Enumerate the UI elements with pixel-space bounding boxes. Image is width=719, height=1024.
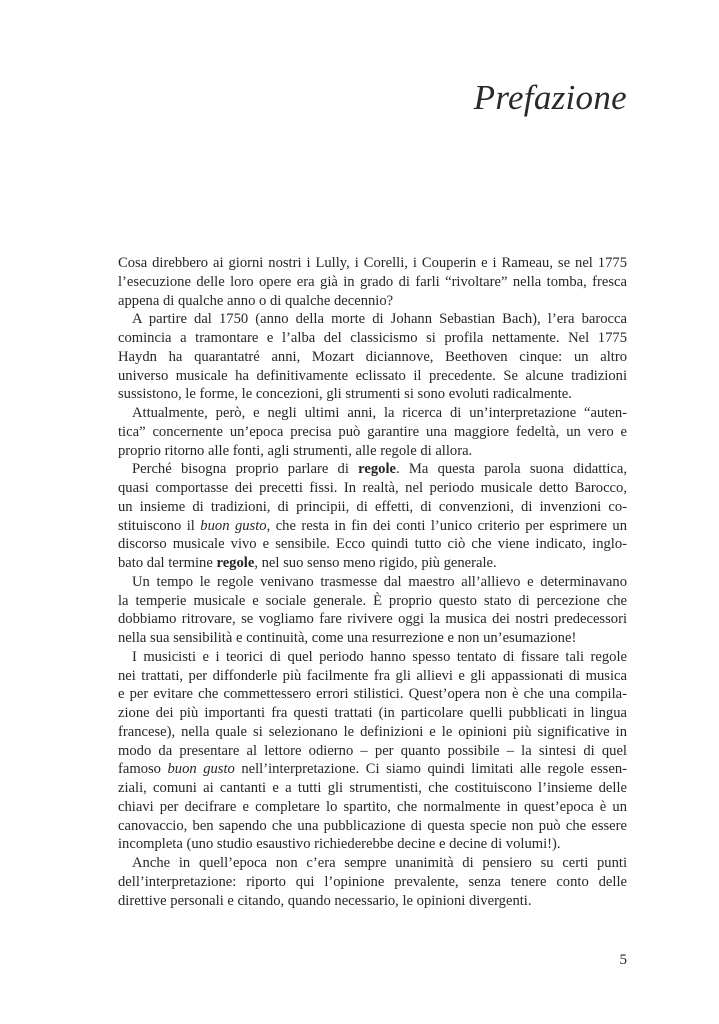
- preface-body: [118, 254, 627, 910]
- text-line: [118, 554, 627, 573]
- text-segment: discorso musicale vivo e sensibile. Ecco quindi tutto ciò che viene indicato, inglo-: [118, 536, 627, 553]
- text-line: [118, 835, 627, 854]
- text-segment: francese), nella quale si selezionano le definizioni e le opinioni più significative in: [118, 723, 627, 740]
- text-segment: direttive personali e citando, quando necessario, le opinioni divergenti.: [118, 892, 532, 909]
- text-line: [118, 667, 627, 686]
- text-segment: dell’interpretazione: riporto qui l’opinione prevalente, senza tenere conto delle: [118, 873, 627, 890]
- text-line: [118, 535, 627, 554]
- text-line: [118, 348, 627, 367]
- text-segment: Haydn ha quarantatré anni, Mozart diciannove, Beethoven cinque: un altro: [118, 348, 627, 365]
- text-line: [118, 329, 627, 348]
- text-line: [118, 573, 627, 592]
- text-line: [118, 498, 627, 517]
- paragraph: [118, 460, 627, 573]
- text-line: [118, 779, 627, 798]
- text-segment: appena di qualche anno o di qualche decennio?: [118, 292, 394, 309]
- text-segment: l’esecuzione delle loro opere era già in grado di farli “rivoltare” nella tomba, fresca: [118, 273, 627, 290]
- text-segment: incompleta (uno studio esaustivo richiederebbe decine e decine di volumi!).: [118, 836, 561, 853]
- text-segment: quasi comportasse dei precetti fissi. In realtà, nel periodo musicale detto Barocco,: [118, 480, 627, 496]
- text-line: [118, 442, 627, 461]
- text-segment: tica” concernente un’epoca precisa può garantire una maggiore fedeltà, un vero e: [118, 423, 627, 440]
- text-segment: dobbiamo ritrovare, se vogliamo fare rivivere oggi la musica dei nostri predecessori: [118, 611, 627, 628]
- text-segment: Cosa direbbero ai giorni nostri i Lully, i Corelli, i Couperin e i Rameau, se nel 1775: [118, 255, 627, 271]
- paragraph: [118, 310, 627, 404]
- text-line: [118, 723, 627, 742]
- text-segment: , che resta in fin dei conti l’unico criterio per esprimere un: [266, 517, 627, 534]
- text-line: [118, 854, 627, 873]
- italic-term: buon gusto: [167, 761, 235, 778]
- text-segment: modo da presentare al lettore odierno – per quanto possibile – la sintesi di quel: [118, 742, 627, 759]
- italic-term: buon gusto: [200, 517, 267, 534]
- text-line: [118, 517, 627, 536]
- text-line: [118, 367, 627, 386]
- text-segment: nell’interpretazione. Ci siamo quindi limitati alle regole essen-: [234, 761, 627, 778]
- text-segment: Un tempo le regole venivano trasmesse dal maestro all’allievo e determinavano: [132, 573, 627, 590]
- text-line: [118, 273, 627, 292]
- page-number: 5: [619, 952, 627, 968]
- text-line: [118, 404, 627, 423]
- text-segment: proprio ritorno alle fonti, agli strumenti, alle regole di allora.: [118, 442, 473, 459]
- text-segment: comincia a tramontare e l’alba del classicismo si profila nettamente. Nel 1775: [118, 330, 627, 346]
- text-segment: Attualmente, però, e negli ultimi anni, la ricerca di un’interpretazione “auten-: [132, 405, 627, 421]
- paragraph: [118, 404, 627, 460]
- text-line: [118, 310, 627, 329]
- text-segment: famoso: [118, 761, 168, 778]
- paragraph: [118, 648, 627, 854]
- text-segment: nei trattati, per diffonderle più facilmente fra gli allievi e gli appassionati di musica: [118, 667, 627, 684]
- text-segment: ziali, comuni ai cantanti e a tutti gli strumentisti, che costituiscono l’insieme delle: [118, 780, 627, 796]
- text-line: [118, 817, 627, 836]
- text-line: [118, 648, 627, 667]
- text-segment: la temperie musicale e sociale generale. È proprio questo stato di percezione che: [118, 592, 627, 609]
- text-segment: sussistono, le forme, le concezioni, gli strumenti si sono evoluti radicalmente.: [118, 386, 572, 403]
- text-segment: universo musicale ha definitivamente eclissato il precedente. Se alcune tradizioni: [118, 367, 627, 384]
- text-line: [118, 385, 627, 404]
- bold-term: regole: [216, 555, 255, 571]
- text-line: [118, 254, 627, 273]
- text-line: [118, 798, 627, 817]
- text-segment: . Ma questa parola suona didattica,: [395, 461, 627, 478]
- text-segment: nella sua sensibilità e continuità, come una resurrezione e non un’esumazione!: [118, 630, 577, 646]
- text-segment: e per evitare che commettessero errori stilistici. Quest’opera non è che una compila-: [118, 686, 627, 703]
- text-segment: I musicisti e i teorici di quel periodo hanno spesso tentato di fissare tali regole: [132, 648, 627, 665]
- text-line: [118, 742, 627, 761]
- page-title: Prefazione: [473, 78, 627, 117]
- paragraph: [118, 854, 627, 910]
- text-line: [118, 685, 627, 704]
- text-segment: un insieme di tradizioni, di principii, di effetti, di convenzioni, di invenzioni co-: [118, 498, 627, 515]
- text-line: [118, 610, 627, 629]
- text-segment: bato dal termine: [118, 555, 217, 571]
- text-segment: canovaccio, ben sapendo che una pubblicazione di questa specie non può che essere: [118, 817, 627, 834]
- text-line: [118, 479, 627, 498]
- text-line: [118, 423, 627, 442]
- text-line: [118, 460, 627, 479]
- text-segment: A partire dal 1750 (anno della morte di Johann Sebastian Bach), l’era barocca: [132, 311, 627, 328]
- text-line: [118, 704, 627, 723]
- text-line: [118, 873, 627, 892]
- text-line: [118, 760, 627, 779]
- text-segment: stituiscono il: [118, 517, 201, 534]
- text-segment: chiavi per decifrare e completare lo spartito, che normalmente in quest’epoca è un: [118, 798, 627, 815]
- text-segment: , nel suo senso meno rigido, più generale.: [254, 555, 497, 571]
- paragraph: [118, 254, 627, 310]
- text-segment: zione dei più importanti fra questi trattati (in particolare quelli pubblicati in lingua: [118, 705, 627, 721]
- paragraph: [118, 573, 627, 648]
- text-segment: Perché bisogna proprio parlare di: [132, 461, 359, 478]
- text-segment: Anche in quell’epoca non c’era sempre unanimità di pensiero su certi punti: [132, 855, 627, 871]
- text-line: [118, 892, 627, 911]
- text-line: [118, 629, 627, 648]
- text-line: [118, 292, 627, 311]
- text-line: [118, 592, 627, 611]
- bold-term: regole: [358, 461, 396, 478]
